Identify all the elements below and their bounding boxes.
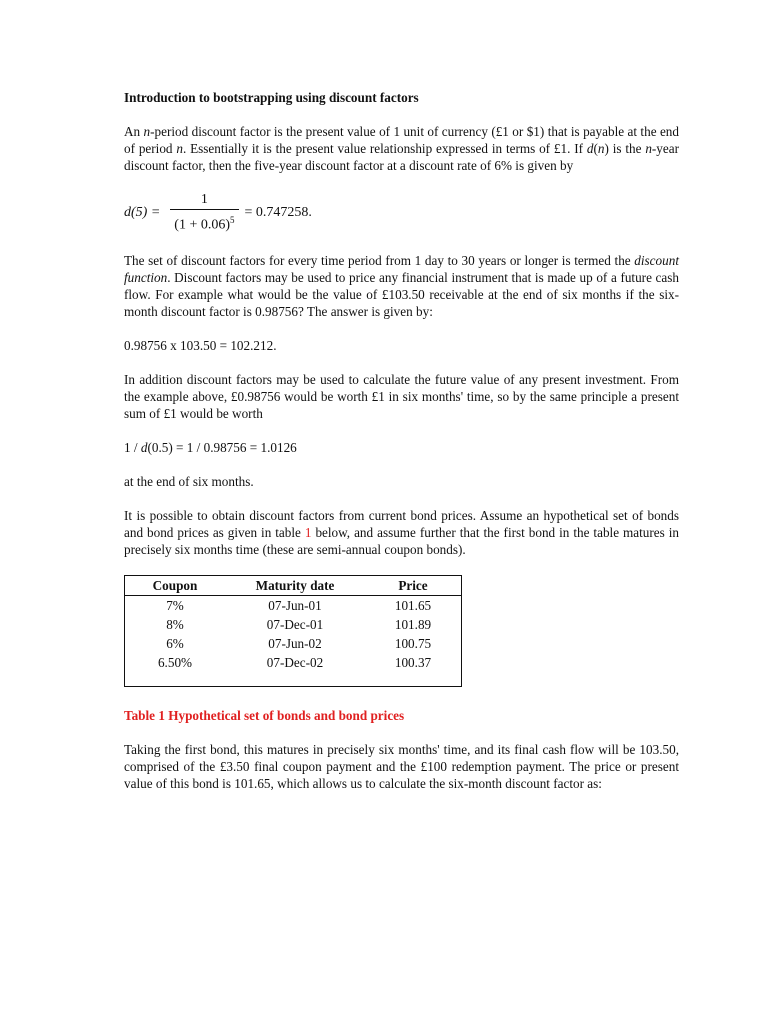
bond-table-frame <box>124 575 462 687</box>
document-body <box>124 89 679 809</box>
paragraph-first-bond: Taking the first bond, this matures in precisely six months' time, and its final cash flow will be 103.50, comprised of the £3.50 final coupon payment and the £100 redemption payment. The price or present value of this bond is 101.65, which allows us to calculate the six-month discount factor as: <box>124 741 679 791</box>
section-heading: Introduction to bootstrapping using discount factors <box>124 90 419 105</box>
paragraph-future-value: In addition discount factors may be used to calculate the future value of any present investment. From the example above, £0.98756 would be worth £1 in six months' time, so by the same principle a present sum of £1 would be worth <box>124 371 679 421</box>
formula-lhs: d(5) = <box>124 204 161 220</box>
paragraph-bond-prices: It is possible to obtain discount factors from current bond prices. Assume an hypothetical set of bonds and bond prices as given in table 1 below, and assume further that the first bond in the table matures in precisely six months time (these are semi-annual coupon bonds). <box>124 507 679 557</box>
cell-maturity-date: 07-Dec-01 <box>266 616 324 632</box>
bond-table <box>125 576 461 672</box>
table-header-row <box>125 576 461 596</box>
table-caption: Table 1 Hypothetical set of bonds and bond prices <box>124 707 405 723</box>
discount-factor-formula <box>124 191 679 234</box>
table-row <box>125 653 461 672</box>
cell-coupon: 6.50% <box>157 654 193 670</box>
formula-numerator: 1 <box>200 192 208 207</box>
cell-price: 101.65 <box>394 597 432 613</box>
paragraph-end-six-months: at the end of six months. <box>124 473 254 489</box>
cell-coupon: 6% <box>166 635 184 651</box>
cell-maturity-date: 07-Dec-02 <box>266 654 324 670</box>
cell-maturity-date: 07-Jun-01 <box>268 597 322 613</box>
header-maturity-date: Maturity date <box>225 576 365 596</box>
table-reference-link: 1 <box>304 524 312 540</box>
cell-maturity-date: 07-Jun-02 <box>268 635 322 651</box>
cell-price: 101.89 <box>394 616 432 632</box>
table-row <box>125 595 461 615</box>
cell-price: 100.37 <box>394 654 432 670</box>
table-row <box>125 634 461 653</box>
formula-exponent: 5 <box>230 215 235 225</box>
header-price: Price <box>365 576 461 596</box>
formula-fraction <box>170 191 238 234</box>
formula-result: = 0.747258. <box>244 204 312 220</box>
cell-price: 100.75 <box>394 635 432 651</box>
paragraph-discount-factor-definition: An n-period discount factor is the present value of 1 unit of currency (£1 or $1) that is payable at the end of period n. Essentially it is the present value relationship expressed in terms of £1. If d(n) is the n-year discount factor, then the five-year discount factor at a discount rate of 6% is given by <box>124 124 679 173</box>
table-row <box>125 615 461 634</box>
header-coupon: Coupon <box>125 576 225 596</box>
formula-denominator: $(1 + 0.06)^5$ <box>170 209 238 234</box>
example-calculation: 0.98756 x 103.50 = 102.212. <box>124 337 277 353</box>
cell-coupon: 7% <box>166 597 184 613</box>
future-value-calculation: 1 / d(0.5) = 1 / 0.98756 = 1.0126 <box>124 439 297 455</box>
paragraph-discount-function: The set of discount factors for every time period from 1 day to 30 years or longer is termed the discount function. Discount factors may be used to price any financial instrument that is made up of a future cash flow. For example what would be the value of £103.50 receivable at the end of six months if the six-month discount factor is 0.98756? The answer is given by: <box>124 252 679 319</box>
cell-coupon: 8% <box>166 616 184 632</box>
